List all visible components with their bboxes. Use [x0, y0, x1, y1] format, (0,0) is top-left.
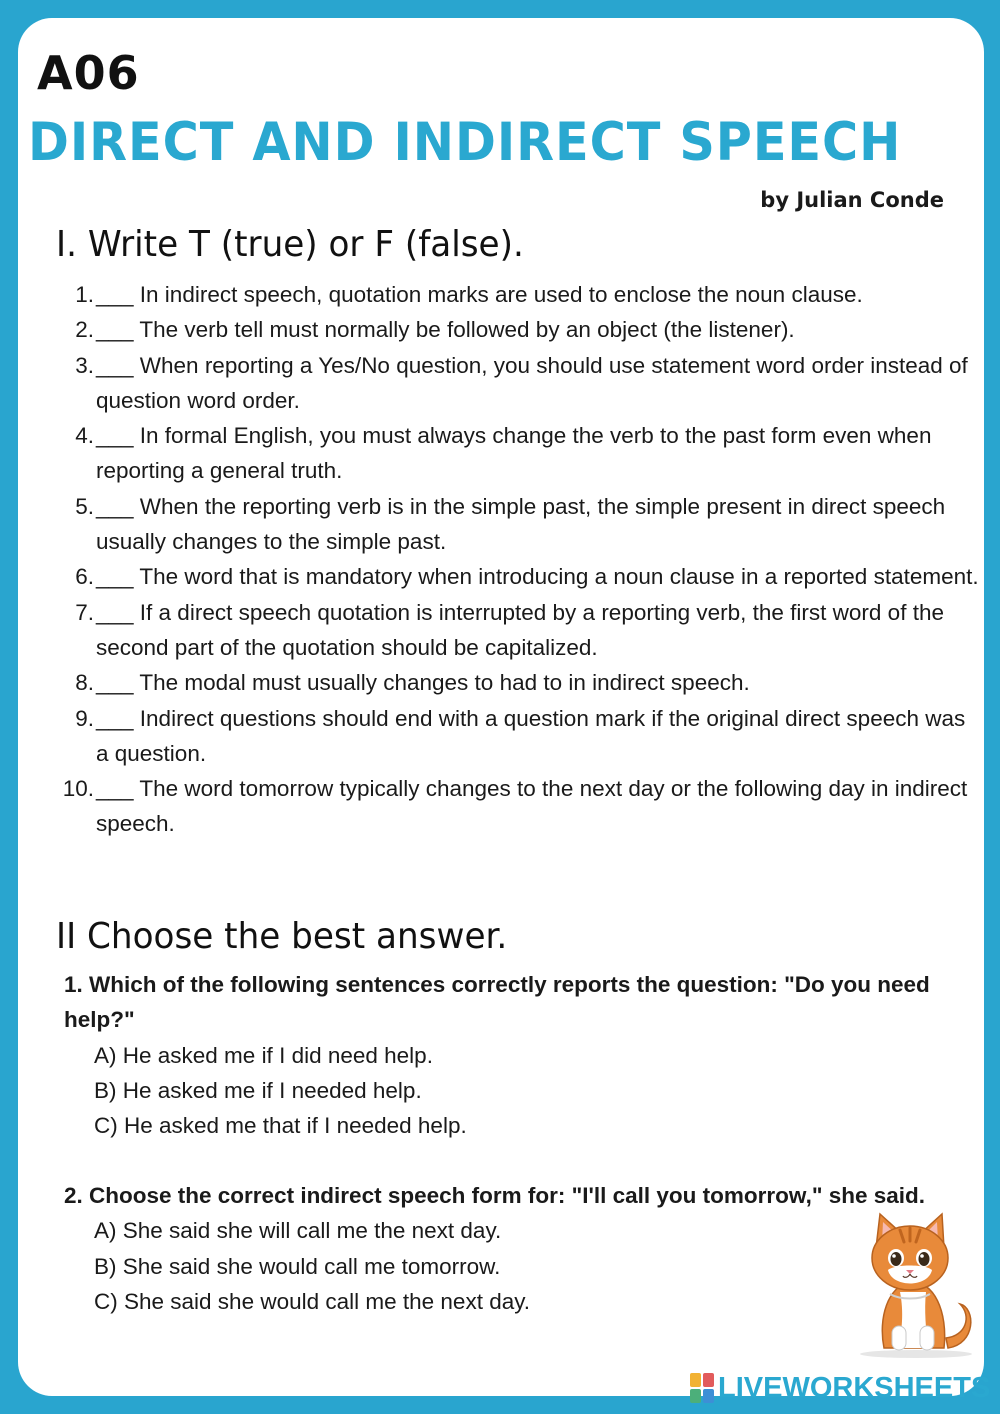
item-number: 1. — [75, 282, 94, 307]
item-number: 6. — [75, 564, 94, 590]
item-number: 7. — [75, 599, 94, 625]
answer-option[interactable]: C) She said she would call me the next day. — [94, 1288, 531, 1314]
worksheet-title: DIRECT AND INDIRECT SPEECH — [28, 112, 902, 173]
statement-text[interactable]: ___ The modal must usually changes to had to in indirect speech. — [96, 670, 750, 696]
list-item — [52, 701, 982, 772]
section-2-heading: II Choose the best answer. — [56, 916, 508, 957]
item-number: 2. — [75, 317, 94, 343]
section-1-heading: I. Write T (true) or F (false). — [56, 224, 524, 265]
list-item — [52, 595, 982, 666]
answer-option[interactable]: A) She said she will call me the next day. — [94, 1218, 502, 1244]
brand-name: LIVEWORKSHEETS — [718, 1371, 991, 1404]
list-item — [52, 277, 982, 312]
liveworksheets-brand — [690, 1370, 990, 1406]
statement-text[interactable]: ___ The word that is mandatory when introducing a noun clause in a reported statement. — [96, 564, 979, 590]
answer-option[interactable]: B) He asked me if I needed help. — [94, 1077, 422, 1103]
liveworksheets-logo-icon — [690, 1373, 714, 1403]
list-item — [52, 771, 982, 842]
answer-option[interactable]: C) He asked me that if I needed help. — [94, 1113, 467, 1139]
item-number: 10. — [62, 776, 94, 802]
item-number: 3. — [75, 352, 94, 378]
kitten-icon — [848, 1208, 978, 1358]
worksheet-code: A06 — [37, 46, 140, 100]
true-false-list — [52, 277, 982, 842]
author-credit: by Julian Conde — [760, 188, 944, 212]
statement-text[interactable]: ___ The word tomorrow typically changes to the next day or the following day in indirect speech. — [96, 776, 968, 837]
statement-text[interactable]: ___ The verb tell must normally be followed by an object (the listener). — [96, 317, 795, 343]
list-item — [52, 559, 982, 594]
list-item — [52, 418, 982, 489]
statement-text[interactable]: ___ If a direct speech quotation is interrupted by a reporting verb, the first word of the second part of the quotation should be capitalized. — [96, 599, 944, 660]
item-number: 4. — [75, 423, 94, 449]
question-text: 2. Choose the correct indirect speech form for: "I'll call you tomorrow," she said. — [64, 1183, 926, 1208]
statement-text[interactable]: ___ In formal English, you must always change the verb to the past form even when reporting a general truth. — [96, 423, 932, 484]
item-number: 8. — [75, 670, 94, 696]
question-text: 1. Which of the following sentences correctly reports the question: "Do you need help?" — [64, 972, 930, 1033]
multiple-choice-question — [64, 1178, 964, 1319]
item-number: 5. — [75, 493, 94, 519]
answer-option[interactable]: B) She said she would call me tomorrow. — [94, 1253, 501, 1279]
statement-text[interactable]: ___ Indirect questions should end with a question mark if the original direct speech was a question. — [96, 705, 966, 766]
statement-text[interactable]: ___ When the reporting verb is in the simple past, the simple present in direct speech usually changes to the simple past. — [96, 493, 946, 555]
answer-option[interactable]: A) He asked me if I did need help. — [94, 1042, 433, 1068]
list-item — [52, 312, 982, 347]
item-number: 9. — [75, 705, 94, 731]
statement-text[interactable]: ___ When reporting a Yes/No question, you should use statement word order instead of question word order. — [96, 352, 968, 413]
list-item — [52, 489, 982, 560]
list-item — [52, 665, 982, 700]
statement-text[interactable]: ___ In indirect speech, quotation marks are used to enclose the noun clause. — [96, 282, 863, 307]
list-item — [52, 348, 982, 419]
multiple-choice-question — [64, 967, 964, 1143]
